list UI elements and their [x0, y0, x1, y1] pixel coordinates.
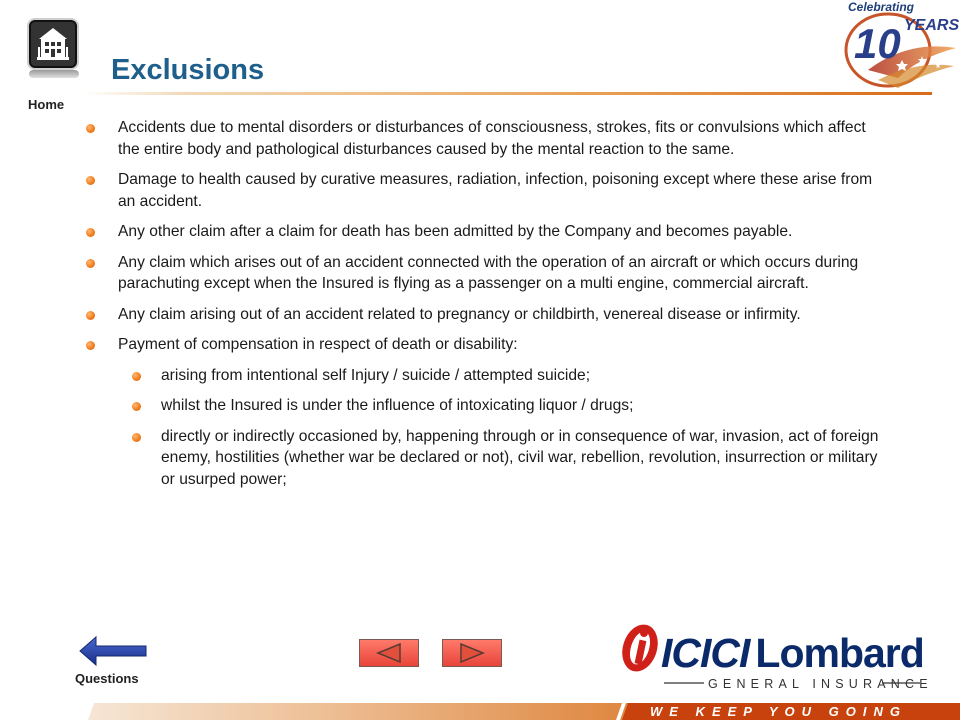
home-button[interactable] — [27, 18, 81, 112]
sub-list-item-text: whilst the Insured is under the influence of intoxicating liquor / drugs; — [161, 397, 634, 414]
list-item-text: Any other claim after a claim for death has been admitted by the Company and becomes payable. — [118, 223, 793, 240]
logo-icici: ICICI — [661, 630, 750, 676]
list-item — [86, 334, 886, 356]
triangle-left-icon — [376, 643, 402, 663]
bullet-icon — [132, 402, 141, 411]
icici-swirl-icon — [620, 618, 664, 674]
bullet-icon — [86, 124, 95, 133]
tagline: WE KEEP YOU GOING — [650, 704, 907, 719]
questions-label: Questions — [75, 671, 139, 686]
list-item — [86, 221, 886, 243]
bullet-icon — [86, 176, 95, 185]
list-item — [86, 169, 886, 212]
bullet-icon — [86, 341, 95, 350]
bullet-icon — [132, 433, 141, 442]
exclusions-list — [86, 117, 886, 499]
list-item-text: Any claim which arises out of an accident connected with the operation of an aircraft or which occurs during parachuting except when the Insured is flying as a passenger on a multi engine, commercial aircraft. — [118, 253, 859, 292]
next-slide-button[interactable] — [442, 639, 502, 667]
sub-list-item — [86, 365, 886, 387]
celebrating-badge — [838, 0, 960, 92]
list-item-text: Payment of compensation in respect of death or disability: — [118, 336, 518, 353]
title-divider — [82, 92, 932, 95]
bullet-icon — [86, 228, 95, 237]
logo-lombard: Lombard — [755, 630, 924, 676]
left-arrow-icon — [78, 634, 148, 668]
questions-button[interactable] — [72, 634, 162, 686]
page-title: Exclusions — [111, 54, 265, 86]
previous-slide-button[interactable] — [359, 639, 419, 667]
logo-subtitle: GENERAL INSURANCE — [708, 677, 933, 691]
icici-lombard-logo — [620, 614, 933, 694]
list-item-text: Any claim arising out of an accident related to pregnancy or childbirth, venereal disease or infirmity. — [118, 305, 801, 323]
logo-wordmark — [661, 630, 924, 677]
bullet-icon — [86, 259, 95, 268]
sub-list-item-text: directly or indirectly occasioned by, happening through or in consequence of war, invasion, act of foreign enemy, hostilities (whether war be declared or not), civil war, rebellion, revolution, insurrection or military or usurped power; — [161, 427, 879, 488]
triangle-right-icon — [459, 643, 485, 663]
badge-years: YEARS — [904, 17, 960, 34]
list-item — [86, 117, 886, 160]
list-item-text: Damage to health caused by curative measures, radiation, infection, poisoning except where these arise from an accident. — [118, 171, 873, 210]
list-item — [86, 252, 886, 295]
home-tile[interactable] — [27, 18, 79, 70]
home-label: Home — [28, 97, 65, 112]
list-item-text: Accidents due to mental disorders or disturbances of consciousness, strokes, fits or convulsions which affect the entire body and pathological disturbances caused by the mental reaction to the same. — [118, 119, 866, 158]
list-item — [86, 304, 886, 326]
bullet-icon — [86, 311, 95, 320]
badge-celebrating-text: Celebrating — [848, 0, 915, 14]
home-button-base — [29, 70, 79, 78]
bullet-icon — [132, 372, 141, 381]
sub-list-item — [86, 426, 886, 491]
sub-list-item-text: arising from intentional self Injury / suicide / attempted suicide; — [161, 366, 591, 384]
house-icon — [34, 25, 72, 63]
sub-list-item — [86, 395, 886, 417]
badge-number: 10 — [854, 20, 901, 67]
